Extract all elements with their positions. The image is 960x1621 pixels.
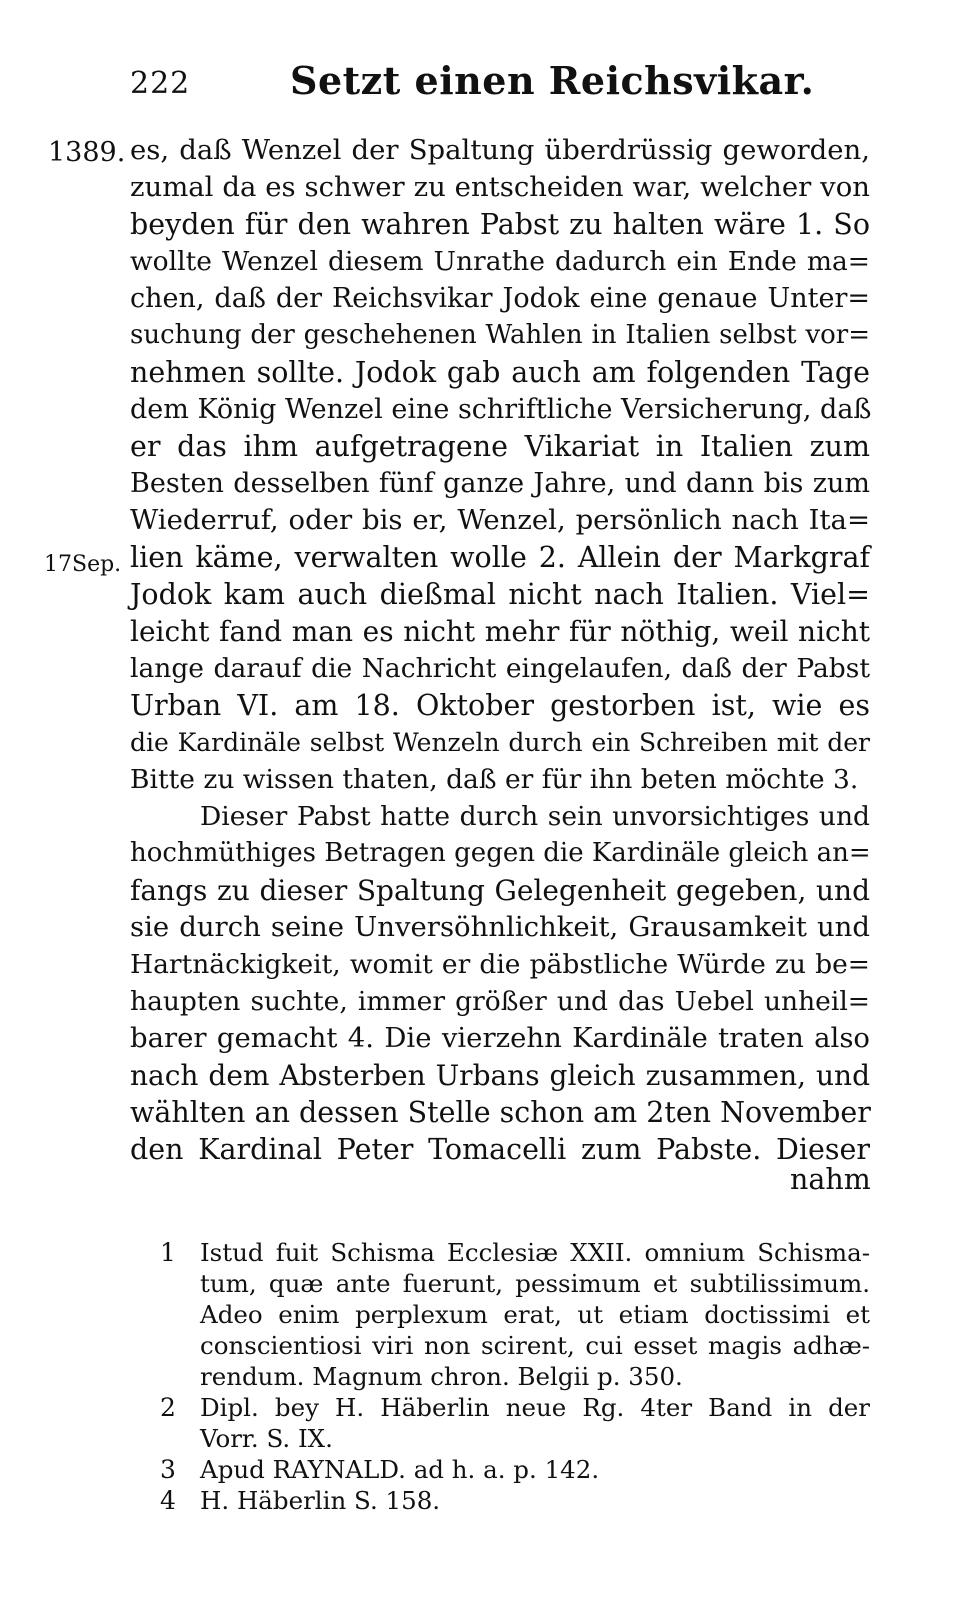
footnote-line: Adeo enim perplexum erat, ut etiam doctissimi et xyxy=(200,1300,870,1329)
text-line: barer gemacht 4. Die vierzehn Kardinäle traten also xyxy=(130,1022,870,1054)
text-line: Besten desselben fünf ganze Jahre, und dann bis zum xyxy=(130,468,870,499)
footnote-line: rendum. Magnum chron. Belgii p. 350. xyxy=(200,1362,683,1391)
footnote-number: 2 xyxy=(160,1393,176,1422)
text-line: leicht fand man es nicht mehr für nöthig, weil nicht xyxy=(130,615,870,648)
text-line: sie durch seine Unversöhnlichkeit, Grausamkeit und xyxy=(130,911,870,943)
text-line: beyden für den wahren Pabst zu halten wäre 1. So xyxy=(130,208,870,241)
footnotes xyxy=(160,1237,870,1516)
footnote-number: 3 xyxy=(160,1455,176,1484)
footnote-line: tum, quæ ante fuerunt, pessimum et subtilissimum. xyxy=(200,1269,870,1298)
text-line: den Kardinal Peter Tomacelli zum Pabste. Dieser xyxy=(130,1133,870,1166)
text-line: nach dem Absterben Urbans gleich zusammen, und xyxy=(130,1059,870,1092)
text-line: Dieser Pabst hatte durch sein unvorsichtiges und xyxy=(200,801,870,832)
footnote-number: 4 xyxy=(160,1486,176,1515)
text-line: nehmen sollte. Jodok gab auch am folgenden Tage xyxy=(130,356,870,389)
footnote-line: H. Häberlin S. 158. xyxy=(200,1486,441,1515)
footnote-line: Dipl. bey H. Häberlin neue Rg. 4ter Band in der xyxy=(200,1393,870,1422)
text-line: lien käme, verwalten wolle 2. Allein der Markgraf xyxy=(130,541,870,574)
text-line: chen, daß der Reichsvikar Jodok eine genaue Unter= xyxy=(130,283,870,314)
text-line: Bitte zu wissen thaten, daß er für ihn beten möchte 3. xyxy=(130,764,859,795)
text-line: Jodok kam auch dießmal nicht nach Italien. Viel= xyxy=(130,578,870,611)
text-line: die Kardinäle selbst Wenzeln durch ein Schreiben mit der xyxy=(130,728,870,757)
text-line: suchung der geschehenen Wahlen in Italien selbst vor= xyxy=(130,320,870,350)
footnote xyxy=(160,1454,870,1485)
text-line: hochmüthiges Betragen gegen die Kardinäle gleich an= xyxy=(130,838,871,868)
text-line: fangs zu dieser Spaltung Gelegenheit gegeben, und xyxy=(130,874,870,907)
text-line: wollte Wenzel diesem Unrathe dadurch ein Ende ma= xyxy=(130,246,870,277)
text-line: Urban VI. am 18. Oktober gestorben ist, wie es xyxy=(130,689,870,722)
footnote-line: Vorr. S. IX. xyxy=(200,1424,333,1453)
catchword: nahm xyxy=(790,1163,871,1196)
footnote xyxy=(160,1485,870,1516)
text-line: er das ihm aufgetragene Vikariat in Italien zum xyxy=(130,430,870,463)
footnote xyxy=(160,1392,870,1454)
text-line: es, daß Wenzel der Spaltung überdrüssig geworden, xyxy=(130,134,870,166)
footnote xyxy=(160,1237,870,1392)
footnote-number: 1 xyxy=(160,1238,176,1267)
footnote-line: Apud RAYNALD. ad h. a. p. 142. xyxy=(200,1455,600,1484)
footnote-line: conscientiosi viri non scirent, cui esset magis adhæ- xyxy=(200,1331,870,1360)
footnote-line: Istud fuit Schisma Ecclesiæ XXII. omnium Schisma- xyxy=(200,1238,870,1267)
text-line: Wiederruf, oder bis er, Wenzel, persönlich nach Ita= xyxy=(130,504,870,536)
text-line: Hartnäckigkeit, womit er die päbstliche Würde zu be= xyxy=(130,949,870,980)
page-number: 222 xyxy=(130,66,191,101)
running-head: Setzt einen Reichsvikar. xyxy=(290,58,815,103)
text-line: wählten an dessen Stelle schon am 2ten November xyxy=(130,1096,871,1129)
text-line: haupten suchte, immer größer und das Uebel unheil= xyxy=(130,986,870,1017)
margin-note-date: 17Sep. xyxy=(44,552,122,577)
margin-note-year: 1389. xyxy=(48,137,126,168)
text-line: zumal da es schwer zu entscheiden war, welcher von xyxy=(130,171,870,203)
page-header xyxy=(130,58,870,102)
body-text xyxy=(130,132,870,1168)
text-line: dem König Wenzel eine schriftliche Versicherung, daß xyxy=(130,394,872,425)
text-line: lange darauf die Nachricht eingelaufen, daß der Pabst xyxy=(130,653,870,684)
